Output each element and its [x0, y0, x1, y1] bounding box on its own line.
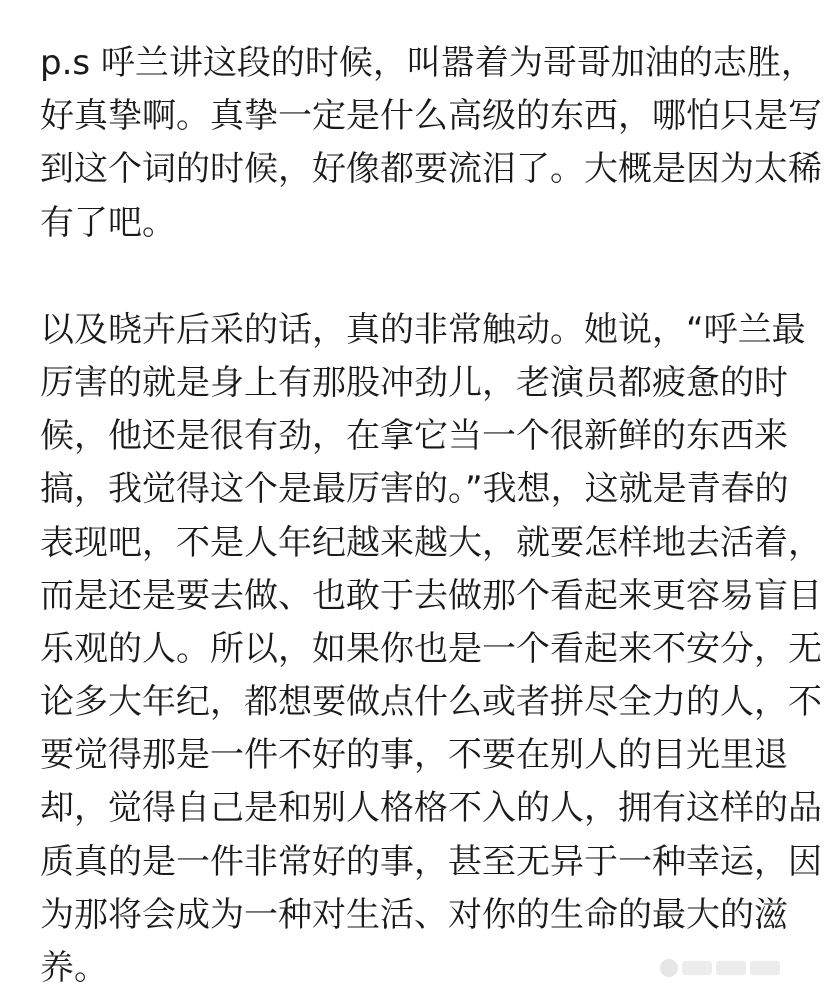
paragraph-spacer: [40, 250, 800, 304]
text-line: 乐观的人。所以，如果你也是一个看起来不安分，无: [40, 628, 822, 669]
text-line: 而是还是要去做、也敢于去做那个看起来更容易盲目: [40, 575, 822, 616]
paragraph-1: [40, 37, 822, 250]
text-line: 厉害的就是身上有那股冲劲儿，老演员都疲惫的时: [40, 362, 788, 403]
text-line: 要觉得那是一件不好的事，不要在别人的目光里退: [40, 735, 788, 776]
text-line: 为那将会成为一种对生活、对你的生命的最大的滋: [40, 894, 788, 935]
watermark-mark: [682, 961, 712, 975]
text-line: 有了吧。: [40, 202, 176, 243]
text-line: 表现吧，不是人年纪越来越大，就要怎样地去活着，: [40, 522, 822, 563]
text-line: 养。: [40, 948, 108, 988]
watermark-logo-icon: [660, 959, 678, 977]
text-line: p.s 呼兰讲这段的时候，叫嚣着为哥哥加油的志胜，: [40, 43, 815, 83]
text-line: 质真的是一件非常好的事，甚至无异于一种幸运，因: [40, 841, 822, 882]
text-line: 候，他还是很有劲，在拿它当一个很新鲜的东西来: [40, 416, 788, 457]
watermark-mark: [750, 961, 780, 975]
text-line: 却，觉得自己是和别人格格不入的人，拥有这样的品: [40, 788, 822, 829]
watermark-mark: [716, 961, 746, 975]
text-line: 论多大年纪，都想要做点什么或者拼尽全力的人，不: [40, 682, 822, 723]
text-line: 以及晓卉后采的话，真的非常触动。她说，“呼兰最: [40, 309, 806, 350]
article-body: [40, 37, 822, 995]
watermark: [660, 956, 780, 980]
text-line: 好真挚啊。真挚一定是什么高级的东西，哪怕只是写: [40, 96, 822, 137]
text-line: 搞，我觉得这个是最厉害的。”我想，这就是青春的: [40, 469, 789, 510]
paragraph-2: [40, 304, 822, 995]
text-line: 到这个词的时候，好像都要流泪了。大概是因为太稀: [40, 149, 822, 190]
